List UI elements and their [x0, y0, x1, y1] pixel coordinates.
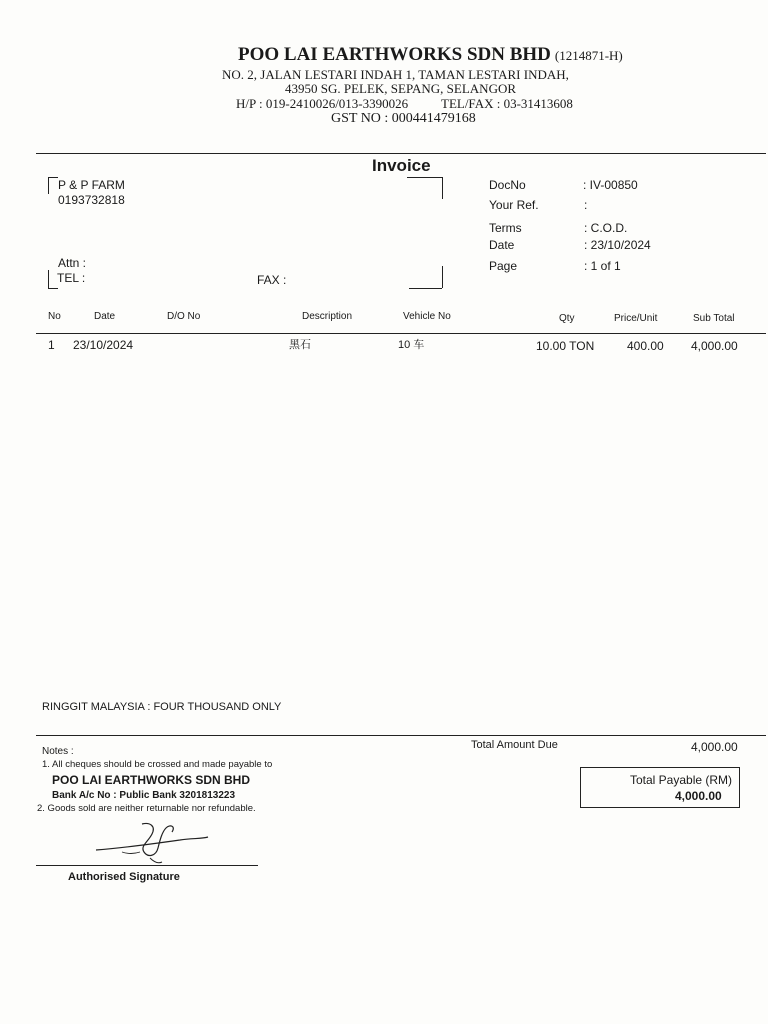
customer-name: P & P FARM: [58, 178, 125, 192]
company-name-line: [238, 44, 623, 66]
table-header-rule: [36, 333, 766, 334]
company-telfax: TEL/FAX : 03-31413608: [441, 96, 573, 111]
terms-value: : C.O.D.: [584, 221, 628, 235]
row-no: 1: [48, 338, 55, 352]
notes-bank: Bank A/c No : Public Bank 3201813223: [52, 790, 236, 801]
bracket-top-left-h: [48, 177, 58, 178]
total-due-label: Total Amount Due: [471, 739, 558, 751]
customer-phone: 0193732818: [58, 193, 125, 207]
amount-in-words: RINGGIT MALAYSIA : FOUR THOUSAND ONLY: [42, 701, 282, 713]
notes-title: Notes :: [42, 746, 74, 757]
bracket-top-left-v: [48, 177, 49, 194]
yourref-value: :: [584, 198, 588, 212]
bracket-bottom-left-h: [48, 288, 58, 289]
docno-label: DocNo: [489, 178, 526, 192]
row-price: 400.00: [627, 339, 664, 353]
bracket-top-right-h: [407, 177, 442, 178]
total-due-value: 4,000.00: [691, 740, 738, 754]
yourref-label: Your Ref.: [489, 198, 539, 212]
company-gst: GST NO : 000441479168: [331, 111, 476, 126]
company-name: POO LAI EARTHWORKS SDN BHD: [238, 44, 551, 65]
bracket-bottom-right-v: [442, 266, 443, 288]
page-value: : 1 of 1: [584, 259, 621, 273]
th-price: Price/Unit: [614, 313, 658, 324]
th-description: Description: [302, 311, 353, 322]
attn-label: Attn :: [58, 256, 87, 270]
th-subtotal: Sub Total: [693, 313, 735, 324]
signature-line: [36, 865, 258, 866]
th-qty: Qty: [559, 313, 575, 324]
signature-label: Authorised Signature: [68, 871, 180, 883]
total-payable-value: 4,000.00: [675, 789, 722, 803]
date-value: : 23/10/2024: [584, 238, 651, 252]
notes-payee: POO LAI EARTHWORKS SDN BHD: [52, 773, 250, 787]
row-date: 23/10/2024: [73, 338, 134, 352]
row-description: 黑石: [289, 339, 311, 351]
th-vehicle: Vehicle No: [403, 311, 451, 322]
fax-label: FAX :: [257, 273, 287, 287]
page-label: Page: [489, 259, 518, 273]
th-no: No: [48, 311, 61, 322]
date-label: Date: [489, 238, 515, 252]
terms-label: Terms: [489, 221, 522, 235]
row-qty: 10.00 TON: [536, 339, 595, 353]
notes-line-1: 1. All cheques should be crossed and made payable to: [42, 759, 273, 770]
company-reg-no: (1214871-H): [554, 48, 623, 63]
th-do-no: D/O No: [167, 311, 201, 322]
company-address-2: 43950 SG. PELEK, SEPANG, SELANGOR: [285, 81, 517, 96]
handwritten-signature: [92, 818, 212, 868]
total-payable-label: Total Payable (RM): [630, 773, 733, 787]
footer-rule: [36, 735, 766, 736]
doc-title: Invoice: [372, 156, 431, 175]
row-vehicle: 10 车: [398, 339, 425, 351]
company-address-1: NO. 2, JALAN LESTARI INDAH 1, TAMAN LESTARI INDAH,: [222, 67, 569, 82]
th-date: Date: [94, 311, 116, 322]
notes-line-2: 2. Goods sold are neither returnable nor refundable.: [37, 803, 256, 814]
header-rule: [36, 153, 766, 154]
bracket-bottom-right-h: [409, 288, 442, 289]
tel-label: TEL :: [57, 271, 86, 285]
bracket-top-right-v: [442, 177, 443, 199]
docno-value: : IV-00850: [583, 178, 638, 192]
company-phone: H/P : 019-2410026/013-3390026: [236, 96, 409, 111]
row-subtotal: 4,000.00: [691, 339, 738, 353]
bracket-bottom-left-v: [48, 270, 49, 288]
